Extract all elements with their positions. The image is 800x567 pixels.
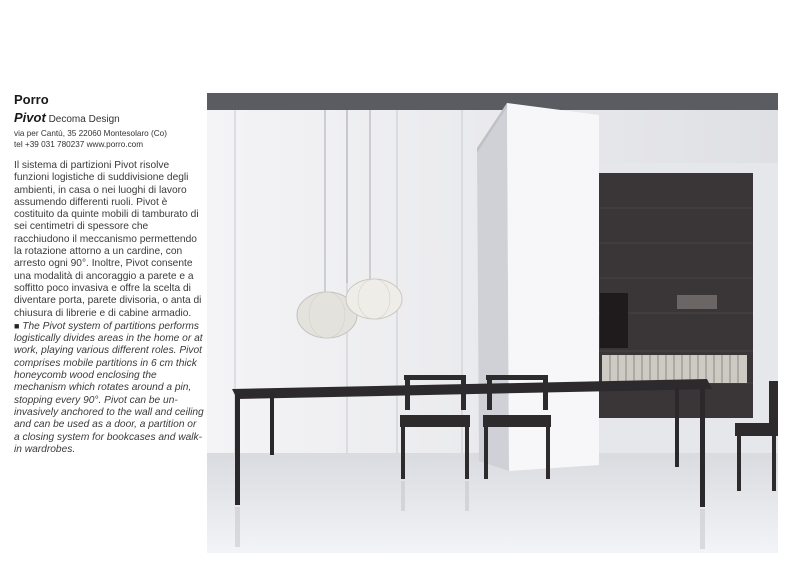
description-english-text: The Pivot system of partitions performs logistically divides areas in the home or at work, playing various different roles. Pivot comprises mobile partitions in 6 cm thick honeycomb wood enclosing the mechanism which rotates around a pin, stopping every 90°. Pivot can be un-invasively anchored to the wall and ceiling and can be used as a door, a partition or a closing system for bookcases and walk-in wardrobes. (14, 320, 204, 455)
description-italian: Il sistema di partizioni Pivot risolve funzioni logistiche di suddivisione degli ambienti, in casa o nei luoghi di lavoro assumendo differenti ruoli. Pivot è costituito da quinte mobili di tamburato di sei centimetri di spessore che racchiudono il meccanismo permettendo la rotazione attorno a un cardine, con arresto ogni 90°. Inoltre, Pivot consente una modalità di ancoraggio a parete e a soffitto poco invasiva e offre la scelta di diventare porta, parete divisoria, o anta di chiusura di librerie e di cabine armadio. (14, 160, 202, 319)
company-address: via per Cantù, 35 22060 Montesolaro (Co) (14, 129, 167, 138)
vase (600, 293, 628, 348)
shelf-object (677, 295, 717, 309)
designer-name: Decoma Design (48, 114, 120, 125)
floor (207, 453, 778, 553)
product-line (14, 110, 204, 125)
brand-name: Porro (14, 92, 49, 107)
description-english (14, 320, 204, 456)
product-photo (207, 93, 778, 553)
article-text-column (14, 92, 204, 456)
ceiling-beam (207, 93, 778, 110)
interior-scene (207, 93, 778, 553)
bullet-icon: ■ (14, 320, 20, 331)
company-contact: tel +39 031 780237 www.porro.com (14, 140, 144, 149)
pendant-lamp-right (346, 279, 402, 319)
product-name: Pivot (14, 110, 46, 125)
